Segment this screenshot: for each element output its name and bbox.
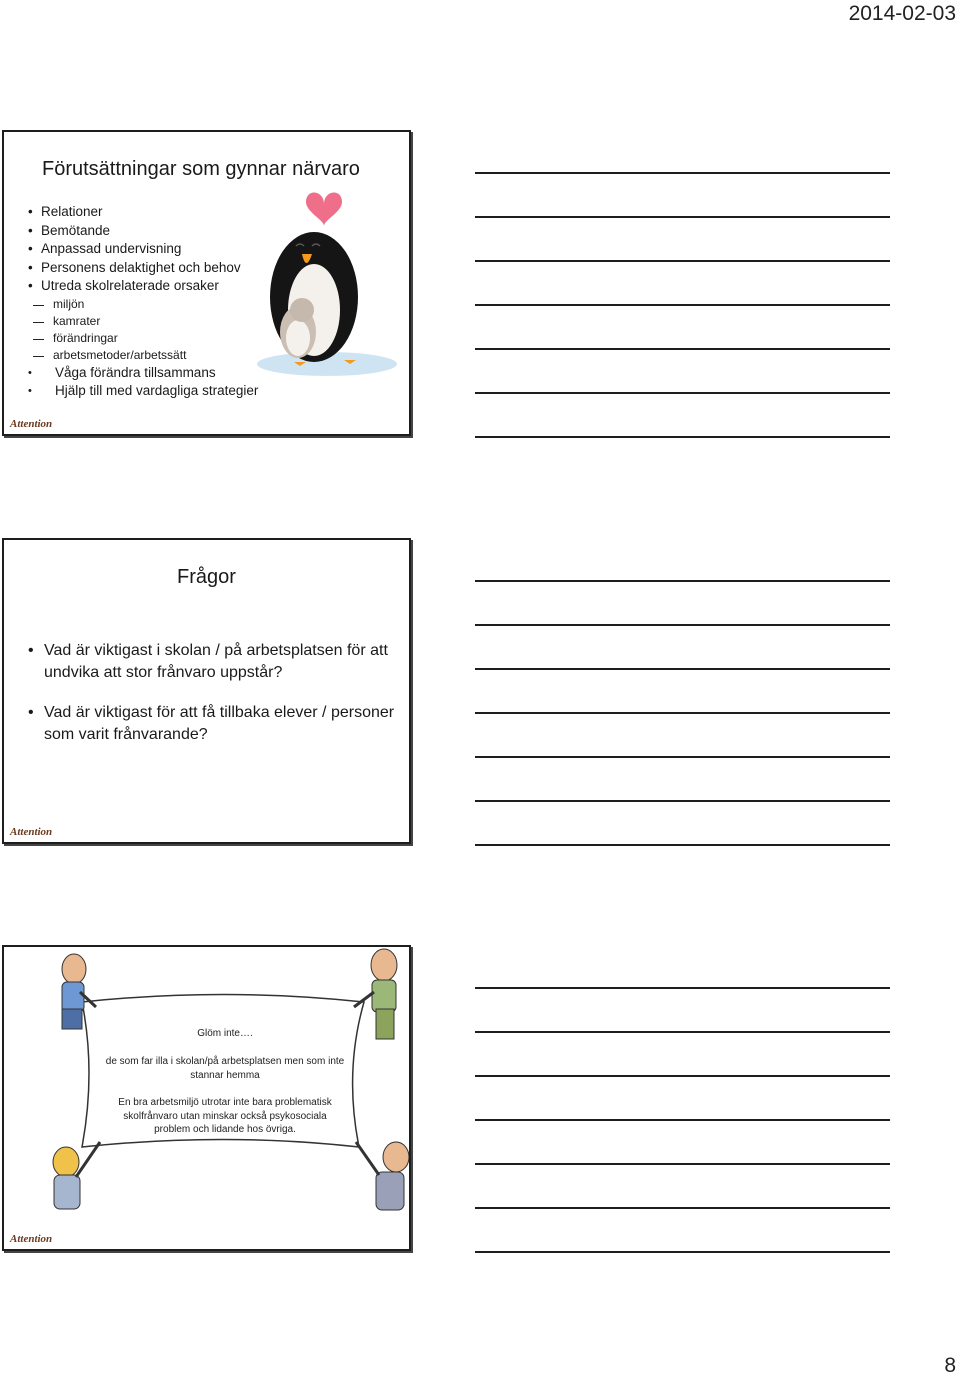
- sub-bullet-item: förändringar: [33, 330, 278, 347]
- bullet-item: • Våga förändra tillsammans: [28, 364, 278, 383]
- heart-icon: [306, 192, 342, 226]
- slide-title: Förutsättningar som gynnar närvaro: [42, 158, 360, 180]
- penguin-illustration: [254, 182, 404, 377]
- slide-3: [2, 945, 411, 1251]
- bullet-item: • Utreda skolrelaterade orsaker: [28, 277, 278, 296]
- bullet-item: • Relationer: [28, 203, 278, 222]
- note-lines: [475, 945, 890, 1253]
- attention-logo: Attention: [10, 1233, 53, 1245]
- bullet-list: [28, 203, 278, 401]
- bullet-list: [28, 640, 398, 764]
- note-lines: [475, 130, 890, 438]
- banner-line-3: En bra arbetsmiljö utrotar inte bara problematisk skolfrånvaro utan minskar också psykosociala problem och lidande hos övriga.: [118, 1097, 332, 1135]
- attention-logo: Attention: [10, 826, 53, 838]
- banner-line-2: de som far illa i skolan/på arbetsplatsen men som inte stannar hemma: [105, 1056, 345, 1081]
- bullet-item: • Vad är viktigast för att få tillbaka elever / personer som varit frånvarande?: [28, 702, 398, 746]
- note-lines: [475, 538, 890, 846]
- slide-title: Frågor: [177, 566, 236, 588]
- bullet-item: • Vad är viktigast i skolan / på arbetsplatsen för att undvika att stor frånvaro uppstår?: [28, 640, 398, 684]
- bullet-item: • Anpassad undervisning: [28, 240, 278, 259]
- date: 2014-02-03: [848, 2, 956, 25]
- slide-1: [2, 130, 411, 436]
- sub-bullet-item: miljön: [33, 296, 278, 313]
- bullet-item: • Hjälp till med vardagliga strategier: [28, 382, 278, 401]
- slide-2: [2, 538, 411, 844]
- page-number: 8: [944, 1354, 956, 1377]
- sub-bullet-item: kamrater: [33, 313, 278, 330]
- bullet-item: • Bemötande: [28, 222, 278, 241]
- bullet-item: • Personens delaktighet och behov: [28, 259, 278, 278]
- sub-bullet-item: arbetsmetoder/arbetssätt: [33, 347, 278, 364]
- banner-line-1: Glöm inte….: [197, 1028, 253, 1039]
- attention-logo: Attention: [10, 418, 53, 430]
